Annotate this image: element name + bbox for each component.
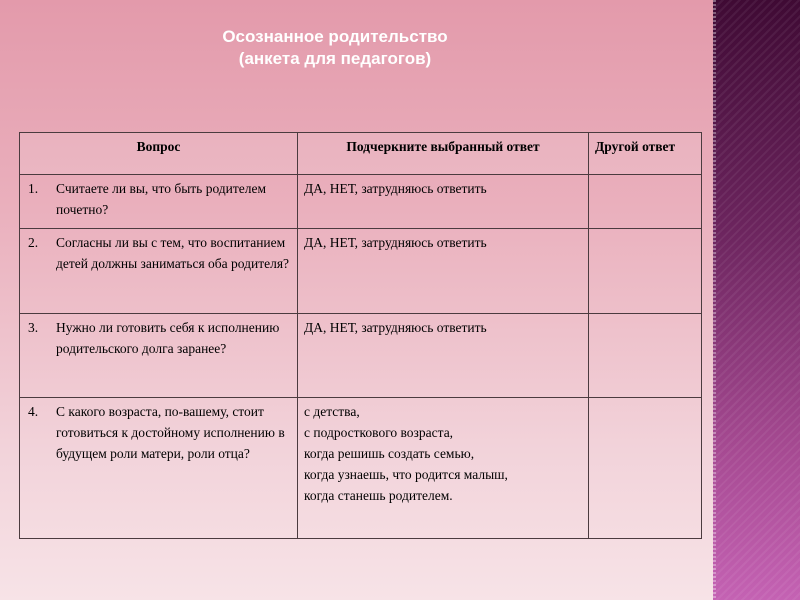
question-text: Нужно ли готовить себя к исполнению родительского долга заранее?: [56, 320, 280, 356]
table-row: [20, 229, 702, 314]
answer-cell: [298, 314, 589, 398]
answer-option[interactable]: с детства,: [304, 404, 360, 419]
answer-option[interactable]: с подросткового возраста,: [304, 425, 454, 440]
answer-cell: [298, 175, 589, 229]
question-text: С какого возраста, по-вашему, стоит готовиться к достойному исполнению в будущем роли матери, роли отца?: [56, 404, 285, 461]
survey-table: [19, 132, 702, 539]
title-line-2: (анкета для педагогов): [238, 49, 432, 68]
other-answer-cell[interactable]: [589, 229, 702, 314]
table-row: [20, 398, 702, 539]
answer-option[interactable]: когда узнаешь, что родится малыш,: [304, 467, 508, 482]
table-header-row: [20, 133, 702, 175]
question-cell: [20, 229, 298, 314]
title-line-1: Осознанное родительство: [222, 27, 448, 46]
answer-option[interactable]: когда станешь родителем.: [304, 488, 453, 503]
answer-option[interactable]: ДА, НЕТ, затрудняюсь ответить: [304, 320, 487, 335]
question-number: 2.: [28, 235, 39, 250]
answer-option[interactable]: ДА, НЕТ, затрудняюсь ответить: [304, 181, 487, 196]
decorative-side-band: [713, 0, 800, 600]
other-answer-cell[interactable]: [589, 175, 702, 229]
answer-option[interactable]: ДА, НЕТ, затрудняюсь ответить: [304, 235, 487, 250]
other-answer-cell[interactable]: [589, 398, 702, 539]
question-text: Согласны ли вы с тем, что воспитанием детей должны заниматься оба родителя?: [56, 235, 290, 271]
answer-cell: [298, 229, 589, 314]
question-number: 1.: [28, 181, 39, 196]
question-cell: [20, 175, 298, 229]
question-number: 4.: [28, 404, 39, 419]
question-number: 3.: [28, 320, 39, 335]
question-text: Считаете ли вы, что быть родителем почетно?: [56, 181, 267, 217]
question-cell: [20, 314, 298, 398]
page-title: [140, 26, 530, 70]
table-row: [20, 314, 702, 398]
other-answer-cell[interactable]: [589, 314, 702, 398]
question-cell: [20, 398, 298, 539]
header-question: Вопрос: [20, 133, 298, 175]
table-row: [20, 175, 702, 229]
answer-option[interactable]: когда решишь создать семью,: [304, 446, 475, 461]
header-answer: Подчеркните выбранный ответ: [298, 133, 589, 175]
header-other: Другой ответ: [589, 133, 702, 175]
answer-cell: [298, 398, 589, 539]
